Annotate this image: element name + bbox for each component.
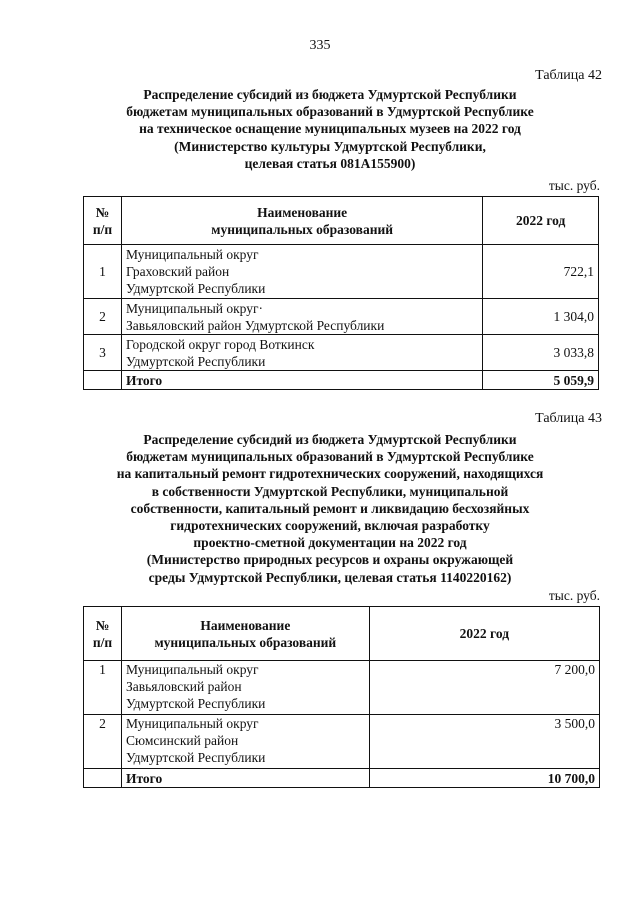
table-42-caption	[80, 86, 580, 172]
table-row	[84, 299, 599, 335]
caption-line: бюджетам муниципальных образований в Удмуртской Республике	[126, 104, 534, 120]
row-name-line: Граховский район	[125, 264, 230, 279]
caption-line: на капитальный ремонт гидротехнических сооружений, находящихся	[116, 466, 544, 482]
caption-line: среды Удмуртской Республики, целевая статья 1140220162)	[148, 569, 512, 585]
row-name-line: Завьяловский район	[125, 679, 242, 694]
row-num: 2	[84, 299, 122, 335]
row-name-line: Муниципальный округ	[125, 662, 259, 677]
total-empty	[84, 769, 122, 788]
header-num-line: №	[95, 204, 110, 220]
caption-line: бюджетам муниципальных образований в Удмуртской Республике	[126, 449, 534, 465]
table-42-units: тыс. руб.	[548, 178, 600, 193]
row-name-line: Сюмсинский район	[125, 733, 239, 748]
caption-line: (Министерство природных ресурсов и охраны окружающей	[146, 552, 514, 568]
total-value: 10 700,0	[369, 769, 599, 788]
table-row	[84, 245, 599, 299]
row-name-line: Удмуртской Республики	[125, 696, 266, 711]
table-43-units: тыс. руб.	[548, 588, 600, 603]
header-name-line: муниципальных образований	[211, 221, 394, 237]
row-name	[121, 335, 482, 371]
table-43-label: Таблица 43	[535, 411, 602, 426]
table-42-label: Таблица 42	[535, 68, 602, 83]
header-name-line: Наименование	[257, 204, 348, 220]
caption-line: Распределение субсидий из бюджета Удмуртской Республики	[143, 87, 517, 102]
table-43	[83, 606, 600, 788]
row-name	[121, 661, 369, 715]
total-label: Итого	[121, 371, 482, 390]
caption-line: проектно-сметной документации на 2022 год	[193, 535, 467, 551]
caption-line: (Министерство культуры Удмуртской Республики,	[174, 138, 486, 154]
table-total-row	[84, 769, 600, 788]
row-name-line: Муниципальный округ	[125, 716, 259, 731]
header-name-line: Наименование	[200, 617, 291, 633]
header-num	[84, 607, 122, 661]
row-name-line: Муниципальный округ·	[125, 300, 264, 316]
row-num: 1	[84, 661, 122, 715]
table-43-caption	[80, 431, 580, 586]
row-num: 3	[84, 335, 122, 371]
caption-line: на техническое оснащение муниципальных музеев на 2022 год	[139, 121, 521, 137]
row-name	[121, 299, 482, 335]
caption-line: гидротехнических сооружений, включая разработку	[170, 518, 490, 534]
header-num-line: п/п	[92, 221, 113, 237]
table-42	[83, 196, 599, 390]
row-name-line: Завьяловский район Удмуртской Республики	[125, 317, 385, 333]
row-value: 3 033,8	[483, 335, 599, 371]
row-value: 1 304,0	[483, 299, 599, 335]
row-name	[121, 245, 482, 299]
header-name	[121, 197, 482, 245]
total-empty	[84, 371, 122, 390]
table-row	[84, 715, 600, 769]
caption-line: в собственности Удмуртской Республики, муниципальной	[151, 483, 509, 499]
header-num-line: п/п	[92, 634, 113, 650]
row-name	[121, 715, 369, 769]
header-year: 2022 год	[483, 197, 599, 245]
row-name-line: Городской округ город Воткинск	[125, 336, 315, 352]
header-num	[84, 197, 122, 245]
caption-line: Распределение субсидий из бюджета Удмуртской Республики	[143, 432, 517, 447]
header-num-line: №	[95, 617, 110, 633]
table-total-row	[84, 371, 599, 390]
header-name-line: муниципальных образований	[154, 634, 337, 650]
row-name-line: Удмуртской Республики	[125, 353, 266, 369]
caption-line: собственности, капитальный ремонт и ликвидацию бесхозяйных	[130, 500, 530, 516]
row-name-line: Удмуртской Республики	[125, 281, 266, 296]
row-value: 722,1	[483, 245, 599, 299]
row-num: 2	[84, 715, 122, 769]
table-header-row	[84, 197, 599, 245]
table-row	[84, 661, 600, 715]
table-header-row	[84, 607, 600, 661]
row-name-line: Удмуртской Республики	[125, 750, 266, 765]
row-num: 1	[84, 245, 122, 299]
table-row	[84, 335, 599, 371]
row-name-line: Муниципальный округ	[125, 247, 259, 262]
row-value: 3 500,0	[369, 715, 599, 769]
total-value: 5 059,9	[483, 371, 599, 390]
caption-line: целевая статья 081А155900)	[244, 155, 416, 171]
page-number: 335	[309, 38, 331, 53]
total-label: Итого	[121, 769, 369, 788]
header-name	[121, 607, 369, 661]
header-year: 2022 год	[369, 607, 599, 661]
row-value: 7 200,0	[369, 661, 599, 715]
